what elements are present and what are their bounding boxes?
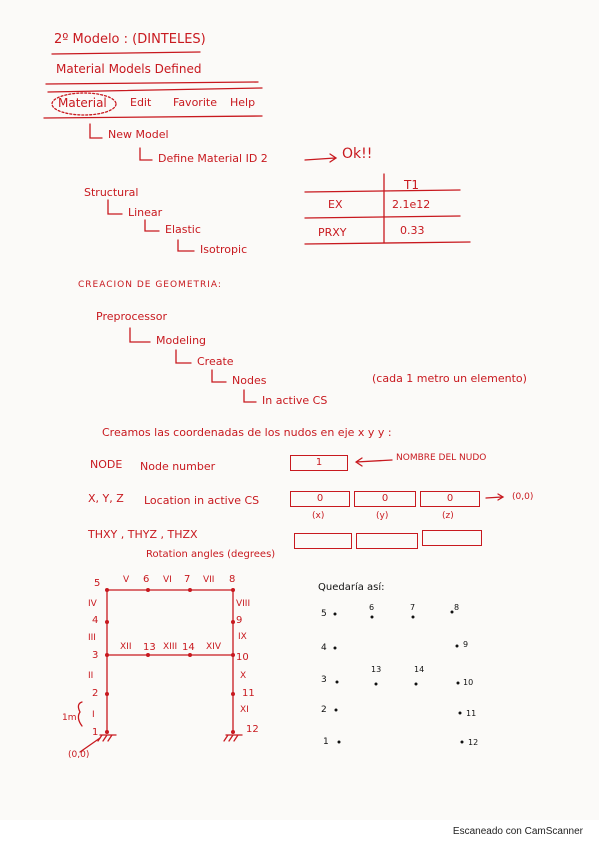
arrow-modeling (130, 328, 150, 342)
tree-isotropic: Isotropic (200, 243, 248, 256)
result-point-7: 7 (410, 603, 416, 612)
result-point-4: 4 (321, 643, 327, 653)
result-point-10: 10 (463, 678, 474, 687)
result-point-12: 12 (468, 738, 479, 747)
frame-element-vi: VI (163, 575, 172, 585)
material-circle (52, 93, 116, 115)
table-column-header: T1 (404, 178, 419, 192)
result-point-6: 6 (369, 603, 375, 612)
arrow-to-ok (305, 154, 336, 162)
frame-node-dot-11 (231, 692, 235, 696)
frame-element-xii: XII (120, 642, 132, 652)
subtitle-underline (46, 82, 258, 84)
result-dot-8 (451, 611, 454, 614)
frame-node-dot-10 (231, 653, 235, 657)
x-value: 0 (316, 493, 324, 504)
origin-note: (0,0) (512, 492, 534, 502)
table-bottom-rule (305, 242, 470, 244)
table-row-value-prxy: 0.33 (400, 224, 425, 237)
frame-node-dot-12 (231, 730, 235, 734)
result-dot-11 (459, 712, 462, 715)
result-point-11: 11 (466, 709, 477, 718)
table-row-rule (305, 216, 460, 218)
frame-node-dot-5 (105, 588, 109, 592)
tree-elastic: Elastic (165, 223, 201, 236)
z-value: 0 (446, 493, 454, 504)
frame-element-x: X (240, 671, 247, 681)
origin-arrow (80, 738, 100, 752)
result-dot-7 (412, 616, 415, 619)
menu-item-material[interactable]: Material (58, 96, 107, 110)
result-dot-3 (336, 681, 339, 684)
frame-node-1: 1 (92, 727, 99, 738)
frame-node-7: 7 (184, 574, 191, 585)
scanner-watermark: Escaneado con CamScanner (452, 826, 583, 837)
result-dot-14 (415, 683, 418, 686)
tree-linear: Linear (128, 206, 163, 219)
menu-item-help[interactable]: Help (230, 96, 256, 109)
result-point-3: 3 (321, 675, 327, 685)
menu-bottom-line (44, 116, 262, 118)
frame-node-dot-7 (188, 588, 192, 592)
frame-node-dot-6 (146, 588, 150, 592)
menu-item-edit[interactable]: Edit (130, 96, 152, 109)
result-point-5: 5 (321, 609, 327, 619)
arrow-define-material (140, 148, 152, 160)
frame-node-dot-2 (105, 692, 109, 696)
frame-element-iii: III (88, 633, 96, 643)
frame-element-xi: XI (240, 705, 249, 715)
subtitle: Material Models Defined (56, 62, 202, 76)
location-label: Location in active CS (144, 494, 260, 507)
frame-node-6: 6 (143, 574, 150, 585)
result-point-9: 9 (463, 640, 469, 649)
result-dot-1 (338, 741, 341, 744)
x-caption: (x) (312, 511, 325, 521)
table-row-label-prxy: PRXY (318, 226, 347, 239)
result-point-2: 2 (321, 705, 327, 715)
frame-origin: (0,0) (68, 750, 90, 760)
result-dot-5 (334, 613, 337, 616)
model-title: 2º Modelo : (DINTELES) (54, 32, 206, 47)
frame-node-dot-8 (231, 588, 235, 592)
frame-node-5: 5 (94, 578, 101, 589)
step-modeling: Modeling (156, 334, 207, 347)
y-caption: (y) (376, 511, 389, 521)
frame-element-viii: VIII (236, 599, 251, 609)
step-in-active-cs: In active CS (262, 394, 328, 407)
define-material-step: Define Material ID 2 (158, 152, 268, 165)
frame-node-2: 2 (92, 688, 99, 699)
arrow-origin (486, 494, 503, 500)
frame-node-4: 4 (92, 615, 99, 626)
step-nodes: Nodes (232, 374, 267, 387)
frame-node-3: 3 (92, 650, 99, 661)
geometry-heading: CREACION DE GEOMETRIA: (78, 280, 222, 290)
z-caption: (z) (442, 511, 454, 521)
result-dot-12 (461, 741, 464, 744)
frame-node-dot-9 (231, 620, 235, 624)
result-point-13: 13 (371, 665, 382, 674)
arrow-new-model (90, 124, 102, 138)
frame-node-9: 9 (236, 615, 243, 626)
result-dot-4 (334, 647, 337, 650)
frame-node-dot-4 (105, 620, 109, 624)
frame-node-dot-13 (146, 653, 150, 657)
frame-node-dot-3 (105, 653, 109, 657)
result-dot-2 (335, 709, 338, 712)
result-caption: Quedaría así: (318, 582, 385, 593)
table-header-rule (305, 190, 460, 192)
step-preprocessor: Preprocessor (96, 310, 168, 323)
result-dot-6 (371, 616, 374, 619)
frame-node-14: 14 (182, 642, 195, 653)
node-number-label: Node number (140, 460, 216, 473)
frame-element-ix: IX (238, 632, 247, 642)
frame-element-ii: II (88, 671, 94, 681)
result-dot-10 (457, 682, 460, 685)
arrow-isotropic (178, 240, 194, 251)
frame-right-support (224, 735, 242, 741)
table-row-value-ex: 2.1e12 (392, 198, 431, 211)
result-point-1: 1 (323, 737, 329, 747)
new-model-step: New Model (108, 128, 169, 141)
node-number-value: 1 (315, 457, 323, 468)
result-dot-9 (456, 645, 459, 648)
frame-node-8: 8 (229, 574, 236, 585)
xyz-label: X, Y, Z (88, 492, 124, 505)
arrow-linear (108, 200, 122, 214)
step-create: Create (197, 355, 234, 368)
ok-note: Ok!! (342, 146, 373, 162)
rotation-fields-label: THXY , THYZ , THZX (88, 528, 198, 541)
arrow-nodes (212, 370, 226, 382)
arrow-elastic (145, 220, 159, 231)
frame-element-i: I (92, 710, 95, 720)
dimension-brace (78, 702, 82, 726)
node-name-note: NOMBRE DEL NUDO (396, 453, 487, 463)
coords-intro: Creamos las coordenadas de los nudos en eje x y y : (102, 426, 392, 439)
frame-node-dot-14 (188, 653, 192, 657)
frame-element-xiv: XIV (206, 642, 221, 652)
result-point-14: 14 (414, 665, 425, 674)
frame-left-support (98, 735, 116, 741)
result-dot-13 (375, 683, 378, 686)
rotation-angles-label: Rotation angles (degrees) (146, 549, 276, 560)
menu-top-line (48, 88, 262, 92)
table-row-label-ex: EX (328, 198, 343, 211)
arrow-create (176, 350, 191, 363)
y-value: 0 (381, 493, 389, 504)
result-point-8: 8 (454, 603, 460, 612)
tree-structural: Structural (84, 186, 139, 199)
frame-node-11: 11 (242, 688, 255, 699)
frame-node-13: 13 (143, 642, 156, 653)
title-underline (52, 52, 200, 54)
arrow-node-name (356, 458, 392, 466)
element-note: (cada 1 metro un elemento) (372, 372, 527, 385)
frame-element-vii: VII (203, 575, 215, 585)
frame-node-10: 10 (236, 652, 249, 663)
frame-element-v: V (123, 575, 130, 585)
menu-item-favorite[interactable]: Favorite (173, 96, 217, 109)
arrow-in-active-cs (244, 390, 256, 402)
frame-element-xiii: XIII (163, 642, 178, 652)
frame-element-iv: IV (88, 599, 97, 609)
node-label: NODE (90, 458, 123, 471)
frame-node-12: 12 (246, 724, 259, 735)
frame-node-dot-1 (105, 730, 109, 734)
frame-dimension: 1m (62, 713, 77, 723)
